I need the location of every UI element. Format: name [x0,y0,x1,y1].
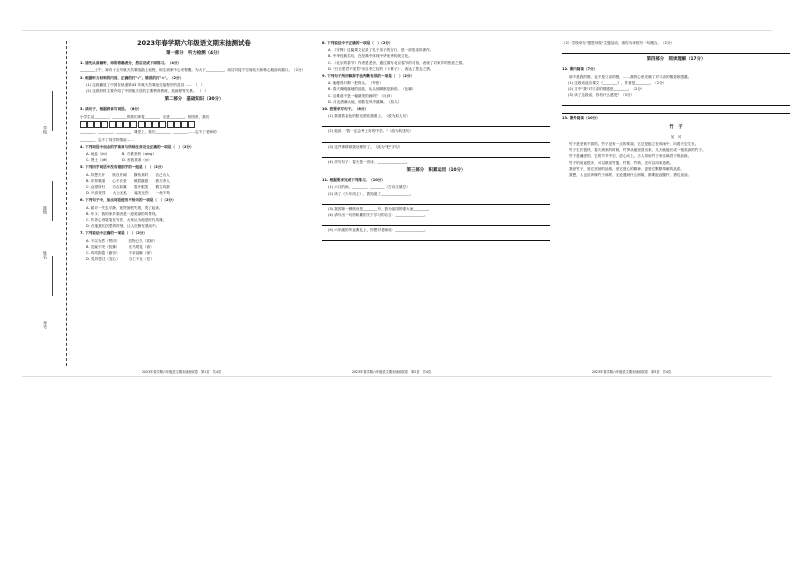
sub-question: (3) 读了这段话，你有什么感受？（3分） [568,93,635,98]
answer-grid[interactable] [167,121,195,129]
question-text: ________上午，神舟十五号航天员乘组踏上返程，和生到家中心安程搬。为大下__________，成功对接于空间站天和核心舱前向端口。（2分） [80,68,306,73]
page-footer: 2023年春学期六年级语文期末抽测试卷 第1页 共4页 [142,370,222,374]
sidebar-name-label: 姓名 [43,251,48,259]
option: D. 在他我们沉思的时刻，让人沉醉在感动中。 [86,224,160,229]
section-heading: 第一部分 听力检测（4分） [166,51,222,56]
sidebar-class-label: 班级 [43,206,48,214]
option: D. "日日思君不见君"出自李之仪的《卜算子》，表达了思念之情。 [328,66,434,71]
question-stem: 13. 课外阅读（10分） [562,116,600,121]
passage-author: 吴 可 [670,134,682,139]
answer-grid[interactable] [138,121,166,129]
sub-question: (5) 六年级的毕业典礼上，你想对老师说：________________。 [328,228,428,233]
option: C. 《北京的春节》作者是老舍，通过描写北京春节的习俗，表现了对家乡的热爱之情。 [328,60,466,65]
option: C. 这难道不是一幅最美的画吗？（反问） [328,93,394,98]
pinyin-grid-row [80,121,308,129]
answer-line[interactable] [562,99,790,106]
page-footer: 2023年春学期六年级语文期末抽测试卷 第2页 共4页 [352,370,432,374]
passage-paragraph: 竹子是坚韧不拔的。竹子没有一点的柔弱，它总是挺立在风雨中，向着天空生长。 [569,142,699,147]
answer-line[interactable] [322,198,550,205]
option: C. 鸡鸣狗盗（偷窃） 不求甚解（深） [86,250,154,255]
answer-grid[interactable] [80,121,108,129]
question-stem: 7. 下列说法中正确的一项是（ ）（2分） [80,231,147,236]
passage-paragraph: 我爱竹子，爱它坚韧的品格，爱它虚心的精神，更爱它默默奉献的品质。 [569,166,684,171]
option: A. 不以为然（赞同） 恋物已久（赏析） [86,238,158,243]
sidebar-number-label: 考号 [43,321,48,329]
sidebar-field-line [52,256,53,296]
exam-title: 2023年春学期六年级语文期末抽测试卷 [137,39,251,47]
option: B. 迟疑不决（犹豫） 走马观花（看） [86,244,154,249]
sub-question: (2) 文中"我"对父亲的情感是________。（2分） [568,87,645,92]
passage-paragraph: 竹子的用途很多，可以做成竹篮、竹筐、竹椅，还可以用来造纸。 [569,160,674,165]
answer-line[interactable] [322,151,550,158]
question-stem: 12. 课内阅读（7分） [562,67,598,72]
page-2-column [322,39,550,242]
option: D. 月光洒满大地，树影在风中跳舞。（拟人） [328,99,402,104]
answer-line[interactable] [322,136,550,143]
question-stem: 8. 下列说法中不正确的一项是（ ）（2分） [322,41,393,45]
question-stem: 5. 下列四字词语中没有错别字的一组是（ ）（2分） [80,165,165,170]
sub-question: (3) 这件事情被我处理好了。（改为"把"字句） [328,144,403,149]
page-3-column [562,39,790,178]
sub-question: (2) 读了《少年闰土》，我知道了________________。 [328,191,414,196]
page-footer: 2023年春学期六年级语文期末抽测试卷 第3页 共4页 [592,370,672,374]
question-text: （2）学校举办"感恩母校"主题活动，请你为母校写一句赠言。（2分） [562,41,675,45]
option: A. 《守株》这篇课文记录了孔子弟子的言行，是一部语录体著作。 [328,48,434,53]
option: (1) 这段播放了中国在轨道第43 年航天员乘组交接程序的及其 …… （ ） [86,82,205,87]
question-stem: 11. 根据要求完成下列练习。（10分） [322,178,385,183]
passage-paragraph: 竹子是谦虚的，它的节节中空，虚心向上。古人常用竹子来比喻君子的品格。 [569,154,692,159]
passage-title: 竹 子 [669,124,683,130]
passage-paragraph: 我想，人也应该像竹子那样，无论遇到什么困难，都要挺直腰杆，勇往直前。 [569,173,692,178]
option: (2) 这段材料主要介绍了中国航天员的主要教育教练，见画程等关系。 （ ） [86,89,209,94]
option: D. 兴高采烈 大公无私 毫发无伤 一丝不苟 [86,191,171,196]
answer-line[interactable] [562,107,790,114]
answer-grid[interactable] [109,121,137,129]
question-stem: 2. 根据听力材料的内容，正确的打"√"，错误的打"×"。（2分） [80,75,184,80]
binding-margin [26,31,74,376]
section-heading: 第四部分 阅读理解（17分） [646,57,706,63]
option: C. 作者心得笔笔在写作，大家认为他是时代英雄。 [86,217,167,222]
question-stem: 3. 读句子，根据拼音写词语。（8分） [80,107,142,112]
sidebar-field-line [52,181,53,221]
sub-question: (1) 这段话选自课文《________》，作者是________。（2分） [568,80,667,85]
sidebar-field-line [52,91,53,131]
answer-line[interactable] [322,234,550,241]
question-stem: 9. 下列句子所用修辞手法判断有误的一项是（ ）（2分） [322,74,415,79]
sub-question: (1) 六月的雨，________，________（古诗文填空） [328,185,410,190]
answer-line[interactable] [322,219,550,226]
question-stem: 6. 下列句子中，加点词语使用不恰当的一项是（ ）（2分） [80,198,176,203]
sub-question: (4) 仿写句子：春天是一首诗，________________。 [328,159,410,164]
answer-line[interactable] [322,120,550,127]
option: B. 中华经典名句，在经典中体现中华优秀传统文化。 [328,54,412,59]
sub-question: (4) 请写出一句你积累的关于学习的名言：________________。 [328,213,428,218]
answer-line[interactable] [562,47,790,54]
option: B. 东背乘道 心不长爱 贼眉鼠眼 借刀杀人 [86,178,170,183]
option: B. 春天像刚落地的娃娃，从头到脚都是新的。（比喻） [328,87,416,92]
pinyin-line: ________，忘不了同学的情谊…… [80,137,134,142]
passage-paragraph: 竹子生长很快，春天到来的时候，竹笋从地里冒出来，几天就能长成一根高高的竹子。 [569,148,706,153]
question-stem: 1. 请先认真倾听，再所将确者分，然后完成下面练习。（4分） [80,61,182,66]
option: D. 见异思迁（变心） 当仁不让（任） [86,257,154,262]
pinyin-line: 小学生活________，________的我们即将________，走进________。校园里，我们 [80,114,210,119]
section-heading: 第二部分 基础知识（30分） [164,97,224,103]
question-stem: 10. 按要求写句子。（8分） [322,107,369,112]
section-heading: 第三部分 积累运用（10分） [406,168,466,174]
option: A. 异想天开 恢自开阔 静待其时 告己为人 [86,172,170,177]
page-1-column [80,39,308,262]
option: A. 面对一失去平静，竟然惊慌失措，哭了起来。 [86,205,163,210]
option: A. 闲怠（jiù） B. 方豪坚析（qíng） [86,151,157,156]
exam-sheet [22,30,772,377]
option: A. 他瘦得只剩一把骨头。（夸张） [328,81,383,86]
sub-question: (3) 我国第一艘航母是________号，我为祖国的强大而________。 [328,206,432,211]
sidebar-school-label: 学校 [43,126,48,134]
option: C. 贤士（jiē） D. 舍我其谁（yì） [86,158,152,163]
question-stem: 4. 下列词语中加点的字读音与所给注音完全正确的一项是（ ）（2分） [80,144,194,149]
option: B. 年少，我的家乡原因是一道美丽的风景线。 [86,211,160,216]
cut-line [66,41,67,366]
sub-question: (2) 他说："我一定会考上好的中学。"（改为转述句） [328,129,414,134]
option: C. 众望所归 巧舌如簧 眉开眼笑 鹤立鸡群 [86,184,170,189]
pinyin-line: ________，________，________，课堂上，我们________，________……忘不了老师的 [80,130,217,135]
reading-excerpt: 那不是我的错，也不是父亲的错，……我的心里充满了对父亲的敬爱和感激。 [569,74,692,79]
sub-question: (1) 我看着金色的阳光洒在湖面上。（改为拟人句） [328,114,410,119]
